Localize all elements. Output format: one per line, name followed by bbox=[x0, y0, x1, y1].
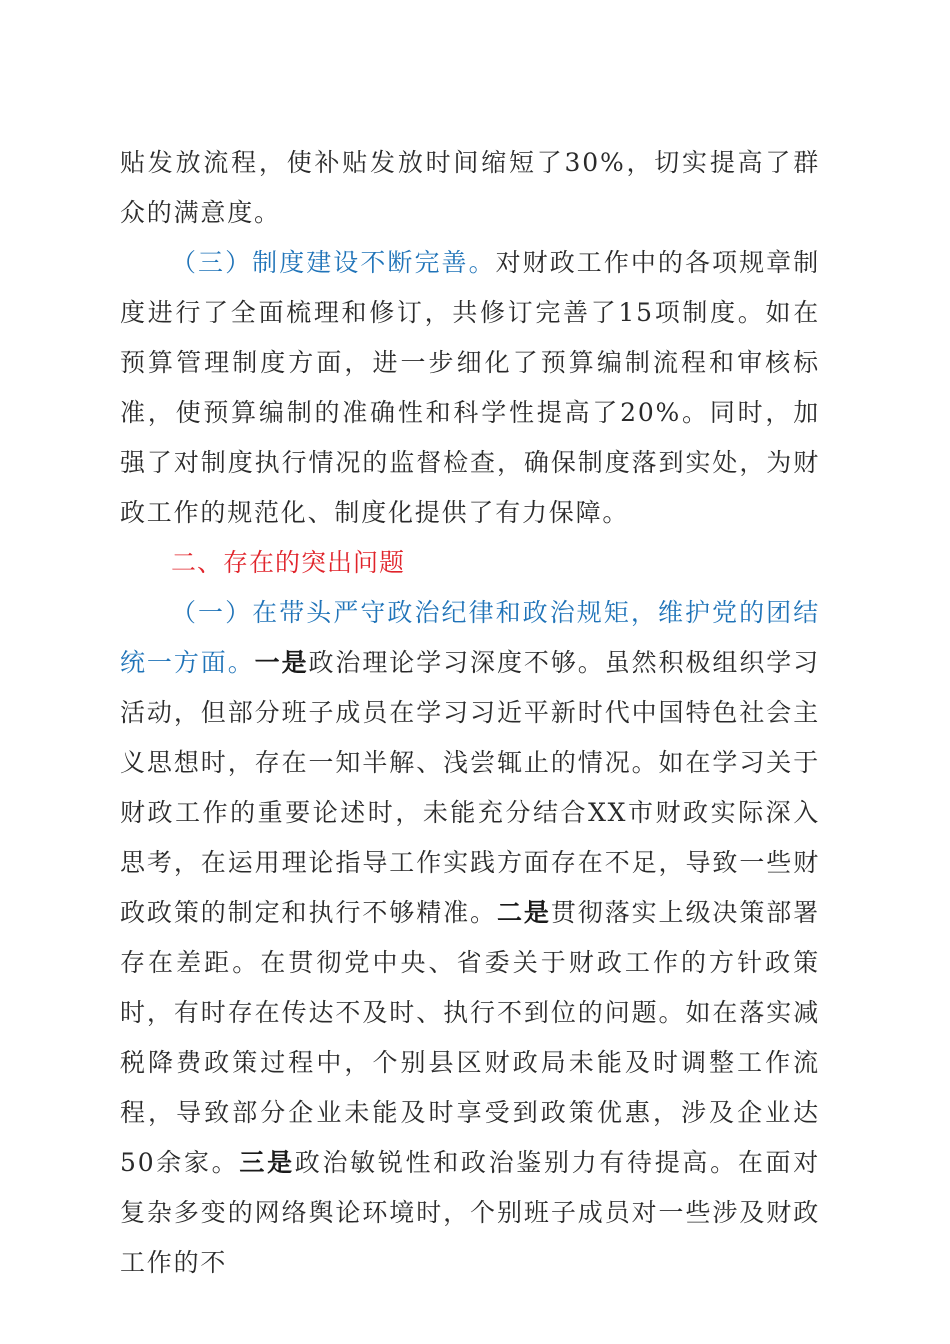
paragraph-institution-building bbox=[120, 238, 820, 538]
paragraph-institution-building-text: 对财政工作中的各项规章制度进行了全面梳理和修订，共修订完善了15项制度。如在预算管理制度方面，进一步细化了预算编制流程和审核标准，使预算编制的准确性和科学性提高了20%。同时，加强了对制度执行情况的监督检查，确保制度落到实处，为财政工作的规范化、制度化提供了有力保障。 bbox=[120, 248, 820, 527]
point2-label: 二是 bbox=[496, 898, 551, 927]
paragraph-subsidy-text: 贴发放流程，使补贴发放时间缩短了30%，切实提高了群众的满意度。 bbox=[120, 148, 820, 227]
section-heading: 二、存在的突出问题 bbox=[171, 548, 406, 577]
section-heading-paragraph bbox=[120, 538, 820, 588]
paragraph-political-discipline bbox=[120, 588, 820, 1288]
paragraph-subsidy bbox=[120, 138, 820, 238]
point3-label: 三是 bbox=[239, 1148, 295, 1177]
subheading-institution-building: （三）制度建设不断完善。 bbox=[171, 248, 496, 277]
document-body bbox=[120, 138, 820, 1288]
point2-text: 贯彻落实上级决策部署存在差距。在贯彻党中央、省委关于财政工作的方针政策时，有时存在传达不及时、执行不到位的问题。如在落实减税降费政策过程中，个别县区财政局未能及时调整工作流程，导致部分企业未能及时享受到政策优惠，涉及企业达50余家。 bbox=[120, 898, 820, 1177]
subheading-political-discipline: （一）在带头严守政治纪律和政治规矩，维护党的团结统一方面。 bbox=[120, 598, 820, 677]
point1-text: 政治理论学习深度不够。虽然积极组织学习活动，但部分班子成员在学习习近平新时代中国特色社会主义思想时，存在一知半解、浅尝辄止的情况。如在学习关于财政工作的重要论述时，未能充分结合XX市财政实际深入思考，在运用理论指导工作实践方面存在不足，导致一些财政政策的制定和执行不够精准。 bbox=[120, 648, 820, 927]
point3-text: 政治敏锐性和政治鉴别力有待提高。在面对复杂多变的网络舆论环境时，个别班子成员对一些涉及财政工作的不 bbox=[120, 1148, 820, 1277]
point1-label: 一是 bbox=[254, 648, 309, 677]
